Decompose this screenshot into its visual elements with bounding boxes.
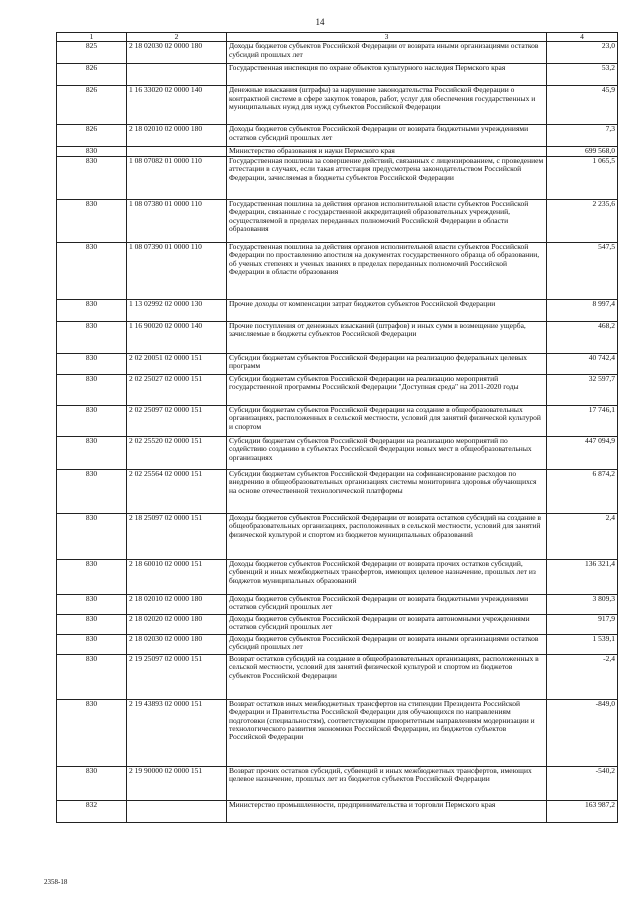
revenue-code-cell: 1 08 07390 01 0000 110 xyxy=(127,242,227,299)
revenue-name-cell: Доходы бюджетов субъектов Российской Федерации от возврата бюджетными учреждениями остатков субсидий прошлых лет xyxy=(227,125,547,147)
revenue-code-cell: 2 18 02030 02 0000 180 xyxy=(127,634,227,654)
revenue-code-cell: 1 16 33020 02 0000 140 xyxy=(127,86,227,125)
revenue-name-cell: Государственная пошлина за действия органов исполнительной власти субъектов Российской Федерации, связанные с государственной аккредитацией образовательных учреждений, осуществляемой в пределах переданных полномочий Российской Федерации в области образования xyxy=(227,199,547,242)
amount-cell: 468,2 xyxy=(547,321,618,353)
amount-cell: 163 987,2 xyxy=(547,800,618,822)
table-row xyxy=(57,86,618,125)
amount-cell: 17 746,1 xyxy=(547,405,618,436)
revenue-code-cell: 2 18 02030 02 0000 180 xyxy=(127,42,227,64)
table-row xyxy=(57,299,618,321)
admin-code-cell: 830 xyxy=(57,699,127,766)
admin-code-cell: 830 xyxy=(57,353,127,374)
amount-cell: 45,9 xyxy=(547,86,618,125)
admin-code-cell: 826 xyxy=(57,64,127,86)
table-row xyxy=(57,374,618,405)
amount-cell: 8 997,4 xyxy=(547,299,618,321)
revenue-name-cell: Возврат остатков субсидий на создание в общеобразовательных организациях, расположенных в сельской местности, условий для занятий физической культурой и спортом из бюджетов субъектов Российской Федерации xyxy=(227,654,547,699)
revenue-code-cell: 1 08 07082 01 0000 110 xyxy=(127,156,227,199)
revenue-name-cell: Прочие поступления от денежных взысканий (штрафов) и иных сумм в возмещение ущерба, зачисляемые в бюджеты субъектов Российской Федерации xyxy=(227,321,547,353)
page-number: 14 xyxy=(315,17,325,27)
revenue-name-cell: Субсидии бюджетам субъектов Российской Федерации на реализацию федеральных целевых программ xyxy=(227,353,547,374)
revenue-code-cell: 2 19 90000 02 0000 151 xyxy=(127,766,227,800)
amount-cell: 53,2 xyxy=(547,64,618,86)
amount-cell: -2,4 xyxy=(547,654,618,699)
amount-cell: 23,0 xyxy=(547,42,618,64)
revenue-code-cell: 2 02 25520 02 0000 151 xyxy=(127,436,227,469)
amount-cell: 7,3 xyxy=(547,125,618,147)
revenue-code-cell xyxy=(127,147,227,156)
revenue-code-cell: 2 19 43893 02 0000 151 xyxy=(127,699,227,766)
revenue-code-cell: 1 13 02992 02 0000 130 xyxy=(127,299,227,321)
amount-cell: 2 235,6 xyxy=(547,199,618,242)
revenue-code-cell xyxy=(127,800,227,822)
admin-code-cell: 830 xyxy=(57,766,127,800)
revenue-name-cell: Доходы бюджетов субъектов Российской Федерации от возврата иными организациями остатков субсидий прошлых лет xyxy=(227,634,547,654)
admin-code-cell: 830 xyxy=(57,436,127,469)
table-row xyxy=(57,405,618,436)
admin-code-cell: 830 xyxy=(57,559,127,594)
admin-code-cell: 830 xyxy=(57,156,127,199)
admin-code-cell: 830 xyxy=(57,594,127,614)
table-row xyxy=(57,42,618,64)
amount-cell: 547,5 xyxy=(547,242,618,299)
admin-code-cell: 826 xyxy=(57,125,127,147)
table-row xyxy=(57,594,618,614)
table-row xyxy=(57,766,618,800)
revenue-name-cell: Возврат остатков иных межбюджетных трансфертов на стипендии Президента Российской Федерации и Правительства Российской Федерации для обучающихся по направлениям подготовки (специальностям), соответствующим приоритетным направлениям модернизации и технологического развития экономики Российской Федерации, из бюджетов субъектов Российской Федерации xyxy=(227,699,547,766)
table-row xyxy=(57,654,618,699)
amount-cell: 2,4 xyxy=(547,513,618,559)
admin-code-cell: 830 xyxy=(57,614,127,634)
column-number: 4 xyxy=(547,33,618,42)
column-number: 1 xyxy=(57,33,127,42)
table-row xyxy=(57,64,618,86)
admin-code-cell: 830 xyxy=(57,405,127,436)
revenue-code-cell: 2 02 25564 02 0000 151 xyxy=(127,469,227,513)
admin-code-cell: 830 xyxy=(57,634,127,654)
amount-cell: -540,2 xyxy=(547,766,618,800)
admin-code-cell: 830 xyxy=(57,147,127,156)
revenue-code-cell: 2 02 25097 02 0000 151 xyxy=(127,405,227,436)
footer-code: 2358-18 xyxy=(44,878,68,886)
revenue-code-cell: 2 18 25097 02 0000 151 xyxy=(127,513,227,559)
table-row xyxy=(57,436,618,469)
admin-code-cell: 830 xyxy=(57,469,127,513)
table-row xyxy=(57,242,618,299)
revenue-name-cell: Доходы бюджетов субъектов Российской Федерации от возврата остатков субсидий на создание в общеобразовательных организациях, расположенных в сельской местности, условий для занятий физической культурой и спортом из бюджетов муниципальных образований xyxy=(227,513,547,559)
table-row xyxy=(57,699,618,766)
table-row xyxy=(57,469,618,513)
amount-cell: 40 742,4 xyxy=(547,353,618,374)
revenue-name-cell: Субсидии бюджетам субъектов Российской Федерации на реализацию мероприятий по содействию созданию в субъектах Российской Федерации новых мест в общеобразовательных организациях xyxy=(227,436,547,469)
revenue-code-cell: 2 18 02010 02 0000 180 xyxy=(127,594,227,614)
revenue-name-cell: Прочие доходы от компенсации затрат бюджетов субъектов Российской Федерации xyxy=(227,299,547,321)
table-row xyxy=(57,353,618,374)
amount-cell: 1 539,1 xyxy=(547,634,618,654)
revenue-name-cell: Субсидии бюджетам субъектов Российской Федерации на создание в общеобразовательных организациях, расположенных в сельской местности, условий для занятий физической культурой и спортом xyxy=(227,405,547,436)
table-row xyxy=(57,147,618,156)
revenue-name-cell: Доходы бюджетов субъектов Российской Федерации от возврата автономными учреждениями остатков субсидий прошлых лет xyxy=(227,614,547,634)
admin-code-cell: 826 xyxy=(57,86,127,125)
amount-cell: 6 874,2 xyxy=(547,469,618,513)
revenue-table xyxy=(56,32,618,823)
revenue-name-cell: Доходы бюджетов субъектов Российской Федерации от возврата прочих остатков субсидий, субвенций и иных межбюджетных трансфертов, имеющих целевое назначение, прошлых лет из бюджетов муниципальных образований xyxy=(227,559,547,594)
admin-code-cell: 830 xyxy=(57,321,127,353)
revenue-name-cell: Доходы бюджетов субъектов Российской Федерации от возврата бюджетными учреждениями остатков субсидий прошлых лет xyxy=(227,594,547,614)
table-row xyxy=(57,634,618,654)
revenue-name-cell: Возврат прочих остатков субсидий, субвенций и иных межбюджетных трансфертов, имеющих целевое назначение, прошлых лет из бюджетов субъектов Российской Федерации xyxy=(227,766,547,800)
table-row xyxy=(57,321,618,353)
amount-cell: 3 809,3 xyxy=(547,594,618,614)
admin-code-cell: 830 xyxy=(57,299,127,321)
admin-code-cell: 832 xyxy=(57,800,127,822)
table-row xyxy=(57,199,618,242)
table-row xyxy=(57,125,618,147)
admin-code-cell: 830 xyxy=(57,242,127,299)
revenue-code-cell xyxy=(127,64,227,86)
revenue-code-cell: 2 02 25027 02 0000 151 xyxy=(127,374,227,405)
column-number: 3 xyxy=(227,33,547,42)
amount-cell: 699 568,0 xyxy=(547,147,618,156)
table-row xyxy=(57,156,618,199)
revenue-code-cell: 1 16 90020 02 0000 140 xyxy=(127,321,227,353)
revenue-name-cell: Министерство образования и науки Пермского края xyxy=(227,147,547,156)
revenue-name-cell: Государственная пошлина за совершение действий, связанных с лицензированием, с проведением аттестации в случаях, если такая аттестация предусмотрена законодательством Российской Федерации, зачисляемая в бюджеты субъектов Российской Федерации xyxy=(227,156,547,199)
admin-code-cell: 830 xyxy=(57,374,127,405)
admin-code-cell: 830 xyxy=(57,654,127,699)
revenue-name-cell: Денежные взыскания (штрафы) за нарушение законодательства Российской Федерации о контрактной системе в сфере закупок товаров, работ, услуг для обеспечения государственных и муниципальных нужд для нужд субъектов Российской Федерации xyxy=(227,86,547,125)
amount-cell: 1 065,5 xyxy=(547,156,618,199)
table-row xyxy=(57,513,618,559)
revenue-name-cell: Субсидии бюджетам субъектов Российской Федерации на софинансирование расходов по внедрению в общеобразовательных организациях системы мониторинга здоровья обучающихся на основе отечественной технологической платформы xyxy=(227,469,547,513)
revenue-code-cell: 2 18 60010 02 0000 151 xyxy=(127,559,227,594)
amount-cell: -849,0 xyxy=(547,699,618,766)
admin-code-cell: 830 xyxy=(57,513,127,559)
amount-cell: 917,9 xyxy=(547,614,618,634)
table-row xyxy=(57,800,618,822)
revenue-name-cell: Государственная пошлина за действия органов исполнительной власти субъектов Российской Федерации по проставлению апостиля на документах государственного образца об образовании, об ученых степенях и ученых званиях в пределах переданных полномочий Российской Федерации в области образования xyxy=(227,242,547,299)
revenue-name-cell: Доходы бюджетов субъектов Российской Федерации от возврата иными организациями остатков субсидий прошлых лет xyxy=(227,42,547,64)
admin-code-cell: 830 xyxy=(57,199,127,242)
column-number: 2 xyxy=(127,33,227,42)
table-row xyxy=(57,614,618,634)
amount-cell: 136 321,4 xyxy=(547,559,618,594)
revenue-code-cell: 2 19 25097 02 0000 151 xyxy=(127,654,227,699)
revenue-name-cell: Государственная инспекция по охране объектов культурного наследия Пермского края xyxy=(227,64,547,86)
revenue-name-cell: Министерство промышленности, предпринимательства и торговли Пермского края xyxy=(227,800,547,822)
amount-cell: 447 094,9 xyxy=(547,436,618,469)
amount-cell: 32 597,7 xyxy=(547,374,618,405)
revenue-code-cell: 2 18 02010 02 0000 180 xyxy=(127,125,227,147)
admin-code-cell: 825 xyxy=(57,42,127,64)
revenue-code-cell: 2 18 02020 02 0000 180 xyxy=(127,614,227,634)
revenue-code-cell: 1 08 07380 01 0000 110 xyxy=(127,199,227,242)
table-row xyxy=(57,559,618,594)
revenue-name-cell: Субсидии бюджетам субъектов Российской Федерации на реализацию мероприятий государственной программы Российской Федерации "Доступная среда" на 2011-2020 годы xyxy=(227,374,547,405)
revenue-code-cell: 2 02 20051 02 0000 151 xyxy=(127,353,227,374)
